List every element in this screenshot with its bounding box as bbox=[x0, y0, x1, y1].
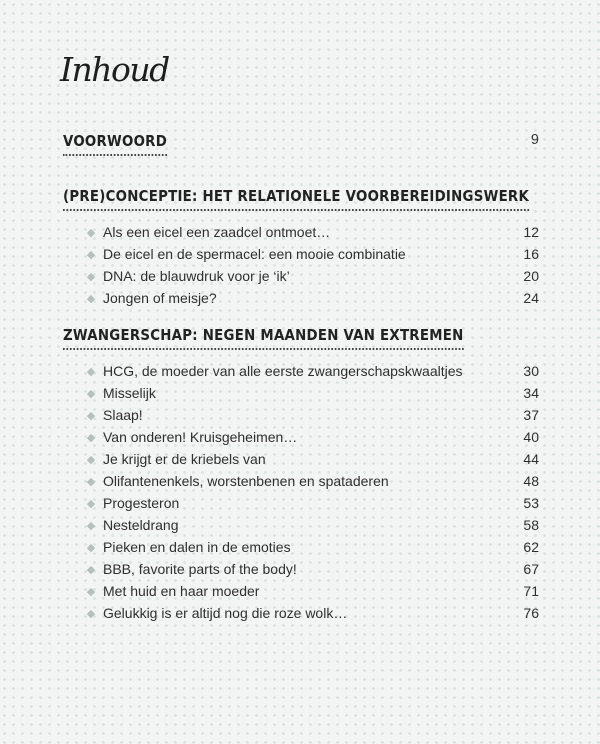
toc-entry-label: Progesteron bbox=[103, 495, 180, 511]
toc-entry-label: Van onderen! Kruisgeheimen… bbox=[103, 429, 298, 445]
diamond-icon: ◆ bbox=[86, 475, 96, 488]
toc-entry-label: Olifantenenkels, worstenbenen en spataderen bbox=[103, 473, 389, 489]
toc-entry-label: Als een eicel een zaadcel ontmoet… bbox=[103, 224, 331, 240]
toc-entry-label: Pieken en dalen in de emoties bbox=[103, 539, 291, 555]
toc-entry[interactable] bbox=[63, 558, 539, 580]
diamond-icon: ◆ bbox=[86, 541, 96, 554]
toc-entry-label: Jongen of meisje? bbox=[103, 290, 217, 306]
toc-entry-page: 71 bbox=[523, 583, 539, 599]
toc-section-zwangerschap bbox=[63, 326, 539, 624]
diamond-icon: ◆ bbox=[86, 519, 96, 532]
diamond-icon: ◆ bbox=[86, 497, 96, 510]
toc-entry[interactable] bbox=[63, 514, 539, 536]
toc-entry-label: BBB, favorite parts of the body! bbox=[103, 561, 297, 577]
toc-entry[interactable] bbox=[63, 602, 539, 624]
toc-section-voorwoord bbox=[63, 132, 539, 156]
toc-entry-page: 67 bbox=[523, 561, 539, 577]
section-title[interactable]: ZWANGERSCHAP: NEGEN MAANDEN VAN EXTREMEN bbox=[63, 326, 464, 350]
toc-entry[interactable] bbox=[63, 470, 539, 492]
toc-list bbox=[63, 360, 539, 624]
toc-entry-label: HCG, de moeder van alle eerste zwangerschapskwaaltjes bbox=[103, 363, 463, 379]
toc-entry[interactable] bbox=[63, 426, 539, 448]
toc-entry[interactable] bbox=[63, 221, 539, 243]
toc-entry-page: 12 bbox=[523, 224, 539, 240]
toc-entry-label: Met huid en haar moeder bbox=[103, 583, 260, 599]
toc-entry-page: 40 bbox=[523, 429, 539, 445]
toc-entry[interactable] bbox=[63, 492, 539, 514]
diamond-icon: ◆ bbox=[86, 453, 96, 466]
toc-entry[interactable] bbox=[63, 536, 539, 558]
toc-entry[interactable] bbox=[63, 580, 539, 602]
toc-section-preconceptie bbox=[63, 187, 539, 309]
toc-entry[interactable] bbox=[63, 404, 539, 426]
diamond-icon: ◆ bbox=[86, 292, 96, 305]
toc-entry-page: 24 bbox=[523, 290, 539, 306]
section-title[interactable]: VOORWOORD bbox=[63, 132, 167, 156]
diamond-icon: ◆ bbox=[86, 607, 96, 620]
diamond-icon: ◆ bbox=[86, 387, 96, 400]
toc-entry-page: 53 bbox=[523, 495, 539, 511]
section-title[interactable]: (PRE)CONCEPTIE: HET RELATIONELE VOORBEREIDINGSWERK bbox=[63, 187, 529, 211]
toc-entry-label: Misselijk bbox=[103, 385, 156, 401]
toc-entry-label: De eicel en de spermacel: een mooie combinatie bbox=[103, 246, 406, 262]
page-title: Inhoud bbox=[60, 50, 169, 89]
diamond-icon: ◆ bbox=[86, 563, 96, 576]
toc-entry-label: Gelukkig is er altijd nog die roze wolk… bbox=[103, 605, 348, 621]
toc-entry-label: DNA: de blauwdruk voor je ‘ik’ bbox=[103, 268, 290, 284]
toc-entry-label: Nesteldrang bbox=[103, 517, 179, 533]
diamond-icon: ◆ bbox=[86, 226, 96, 239]
toc-entry-page: 30 bbox=[523, 363, 539, 379]
diamond-icon: ◆ bbox=[86, 248, 96, 261]
toc-entry-page: 44 bbox=[523, 451, 539, 467]
section-page-number: 9 bbox=[530, 132, 539, 148]
diamond-icon: ◆ bbox=[86, 585, 96, 598]
toc-entry-page: 16 bbox=[523, 246, 539, 262]
diamond-icon: ◆ bbox=[86, 270, 96, 283]
diamond-icon: ◆ bbox=[86, 409, 96, 422]
toc-entry-page: 62 bbox=[523, 539, 539, 555]
toc-entry[interactable] bbox=[63, 265, 539, 287]
toc-entry-label: Slaap! bbox=[103, 407, 143, 423]
toc-entry[interactable] bbox=[63, 243, 539, 265]
toc-entry[interactable] bbox=[63, 382, 539, 404]
toc-entry[interactable] bbox=[63, 287, 539, 309]
diamond-icon: ◆ bbox=[86, 365, 96, 378]
toc-list bbox=[63, 221, 539, 309]
toc-entry-label: Je krijgt er de kriebels van bbox=[103, 451, 266, 467]
toc-entry-page: 48 bbox=[523, 473, 539, 489]
toc-entry-page: 76 bbox=[523, 605, 539, 621]
toc-entry-page: 34 bbox=[523, 385, 539, 401]
diamond-icon: ◆ bbox=[86, 431, 96, 444]
toc-entry-page: 20 bbox=[523, 268, 539, 284]
toc-entry-page: 58 bbox=[523, 517, 539, 533]
toc-entry[interactable] bbox=[63, 448, 539, 470]
toc-entry[interactable] bbox=[63, 360, 539, 382]
toc-entry-page: 37 bbox=[523, 407, 539, 423]
